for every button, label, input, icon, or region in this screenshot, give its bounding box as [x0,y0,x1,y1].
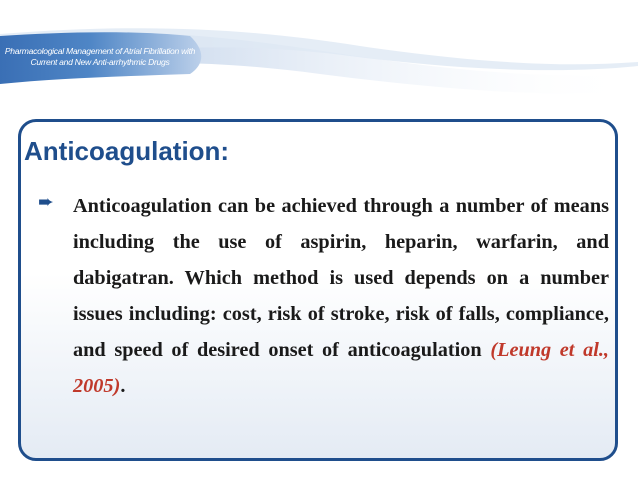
slide-subtitle [0,46,200,68]
bullet-text: Anticoagulation can be achieved through a number of means including the use of aspirin, heparin, warfarin, and dabigatran. Which method is used depends on a number issues including: cost, risk of stroke, risk of falls, compliance, and speed of desired onset of anticoagulation [73,195,609,361]
header-band [0,0,638,120]
citation-period: . [120,375,126,397]
slide-subtitle-line-2: Current and New Anti-arrhythmic Drugs [30,57,170,67]
citation: (Leung et al., 2005) [73,339,609,397]
section-heading: Anticoagulation: [24,136,230,166]
arrow-bullet-icon: ➨ [38,191,54,213]
slide-subtitle-line-1: Pharmacological Management of Atrial Fibrillation with [4,46,196,56]
bullet-paragraph [73,188,609,404]
